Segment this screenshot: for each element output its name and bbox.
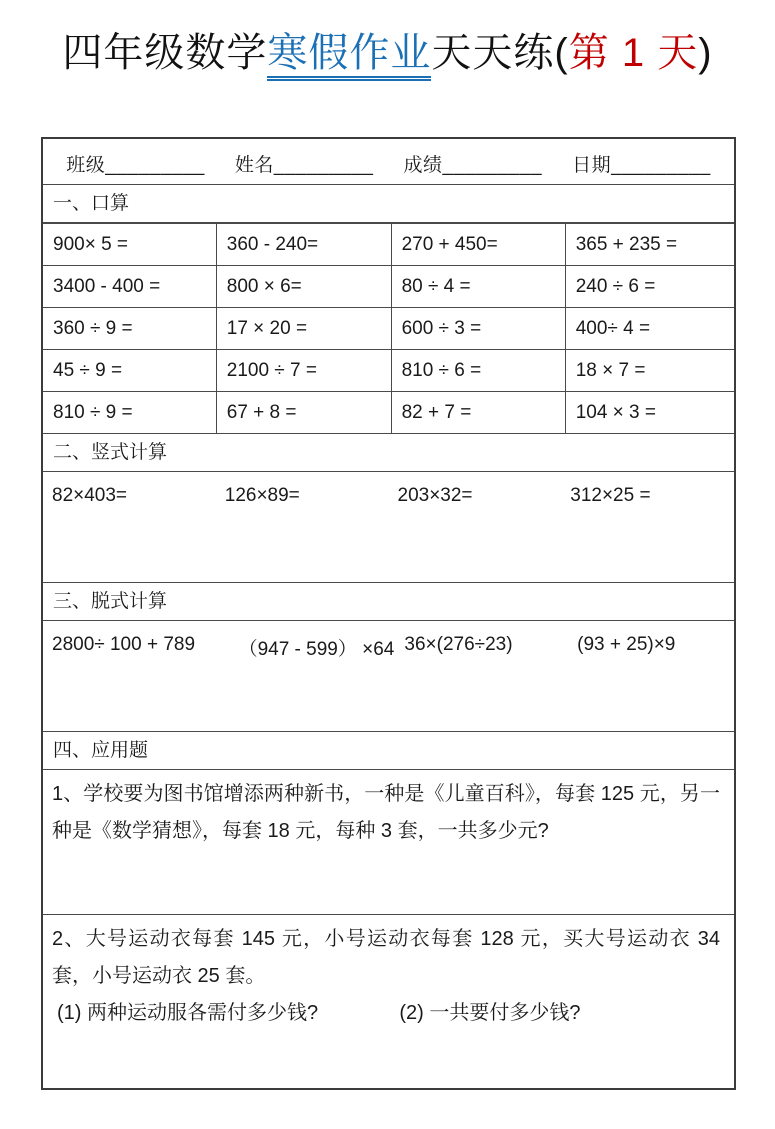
oral-problem: 3400 - 400 = [43, 265, 216, 307]
oral-problem: 360 ÷ 9 = [43, 307, 216, 349]
word-problem-1-text: 1、学校要为图书馆增添两种新书，一种是《儿童百科》，每套 125 元，另一种是《数学猜想》，每套 18 元，每种 3 套，一共多少元? [52, 783, 720, 842]
oral-problem: 900× 5 = [43, 223, 216, 265]
oral-problem: 400÷ 4 = [565, 307, 734, 349]
oral-problem: 67 + 8 = [216, 391, 391, 433]
oral-problem: 18 × 7 = [565, 349, 734, 391]
oral-problem: 810 ÷ 9 = [43, 391, 216, 433]
title-suffix: ) [698, 31, 713, 75]
word-problem-2-text: 2、大号运动衣每套 145 元，小号运动衣每套 128 元，买大号运动衣 34 套，小号运动衣 25 套。 [52, 928, 720, 987]
page-title [0, 30, 775, 76]
oral-problem: 365 + 235 = [565, 223, 734, 265]
worksheet-page [0, 30, 775, 1129]
name-field: 姓名_________ [234, 155, 374, 176]
section-title-vertical: 二、竖式计算 [43, 433, 734, 471]
title-day: 第 1 天 [568, 31, 699, 75]
title-highlight: 寒假作业 [267, 31, 431, 81]
stepwise-calc-workspace [43, 620, 734, 731]
title-prefix: 四年级数学 [62, 31, 268, 75]
class-blank: _________ [105, 155, 205, 176]
score-blank: _________ [442, 155, 543, 176]
stepwise-problem: （947 - 599） ×64 [238, 639, 395, 660]
oral-problem: 810 ÷ 6 = [391, 349, 565, 391]
date-field: 日期_________ [572, 155, 711, 176]
stepwise-problem: (93 + 25)×9 [577, 634, 676, 655]
class-field: 班级_________ [66, 155, 205, 176]
stepwise-problem: 2800÷ 100 + 789 [52, 634, 196, 655]
worksheet-table [41, 137, 736, 1090]
vertical-calc-workspace [43, 471, 734, 582]
word-problem-2-subquestions [52, 995, 720, 1032]
oral-problem: 270 + 450= [391, 223, 565, 265]
info-header-row [43, 139, 734, 184]
vertical-problem: 312×25 = [570, 485, 651, 506]
oral-problem: 17 × 20 = [216, 307, 391, 349]
date-blank: _________ [611, 155, 711, 176]
oral-problem: 800 × 6= [216, 265, 391, 307]
oral-problem: 82 + 7 = [391, 391, 565, 433]
section-title-stepwise: 三、脱式计算 [43, 582, 734, 620]
vertical-problem: 203×32= [397, 485, 473, 506]
oral-problem: 240 ÷ 6 = [565, 265, 734, 307]
oral-problem: 360 - 240= [216, 223, 391, 265]
oral-calc-grid [43, 222, 734, 433]
vertical-problem: 126×89= [224, 485, 300, 506]
oral-problem: 45 ÷ 9 = [43, 349, 216, 391]
score-field: 成绩_________ [403, 155, 543, 176]
oral-problem: 80 ÷ 4 = [391, 265, 565, 307]
subquestion-2: (2) 一共要付多少钱? [399, 1002, 581, 1024]
word-problem-2 [43, 914, 734, 1088]
oral-problem: 2100 ÷ 7 = [216, 349, 391, 391]
section-title-oral: 一、口算 [43, 184, 734, 222]
stepwise-problem: 36×(276÷23) [404, 634, 513, 655]
oral-problem: 600 ÷ 3 = [391, 307, 565, 349]
name-blank: _________ [273, 155, 374, 176]
subquestion-1: (1) 两种运动服各需付多少钱? [57, 1002, 319, 1024]
section-title-word: 四、应用题 [43, 731, 734, 769]
title-middle: 天天练( [431, 31, 569, 75]
word-problem-1 [43, 769, 734, 914]
vertical-problem: 82×403= [52, 485, 128, 506]
oral-problem: 104 × 3 = [565, 391, 734, 433]
